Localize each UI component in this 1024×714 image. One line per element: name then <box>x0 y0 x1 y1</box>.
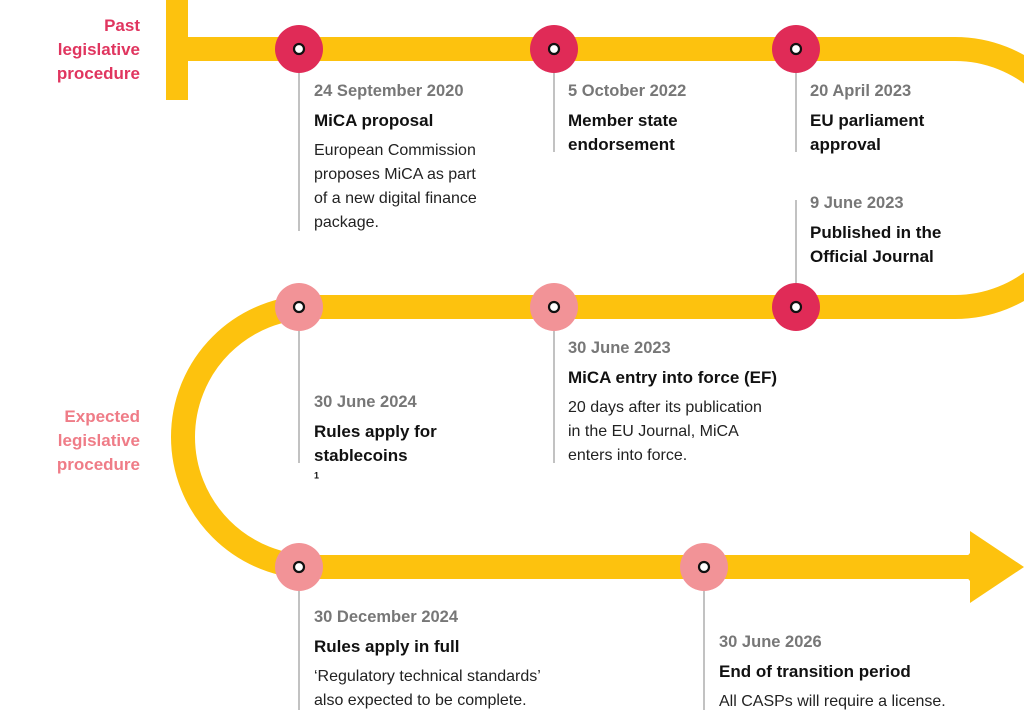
marker-center-dot <box>791 302 801 312</box>
past-label-line: Past <box>104 16 140 35</box>
expected-label-line: procedure <box>56 455 140 474</box>
event-date: 20 April 2023 <box>810 82 912 100</box>
event-date: 5 October 2022 <box>568 82 687 100</box>
marker-center-dot <box>791 44 801 54</box>
timeline-start-bar <box>166 0 188 100</box>
marker-center-dot <box>699 562 709 572</box>
marker-9-jun-2023 <box>772 283 820 331</box>
event-end-of-transition-period <box>719 630 959 714</box>
marker-30-jun-2024 <box>275 283 323 331</box>
event-date: 30 June 2023 <box>568 339 671 357</box>
event-description: All CASPs will require a license. <box>719 693 946 710</box>
marker-30-dec-2024 <box>275 543 323 591</box>
footnote-marker: 1 <box>314 470 320 481</box>
event-mica-entry-into-force <box>568 336 808 468</box>
marker-20-apr-2023 <box>772 25 820 73</box>
marker-center-dot <box>294 44 304 54</box>
event-title: End of transition period <box>719 662 911 681</box>
expected-procedure-label <box>0 405 140 477</box>
marker-30-jun-2026 <box>680 543 728 591</box>
timeline-end-arrow-icon <box>958 531 1024 603</box>
marker-24-sep-2020 <box>275 25 323 73</box>
event-date: 9 June 2023 <box>810 194 904 212</box>
event-date: 30 December 2024 <box>314 608 459 626</box>
event-eu-parliament-approval <box>810 79 1024 163</box>
event-title: Member state endorsement <box>568 111 678 154</box>
event-member-state-endorsement <box>568 79 808 163</box>
event-mica-proposal <box>314 79 554 235</box>
event-description: 20 days after its publication in the EU Journal, MiCA enters into force. <box>568 399 762 464</box>
marker-center-dot <box>549 44 559 54</box>
event-rules-apply-in-full <box>314 605 554 713</box>
event-date: 30 June 2026 <box>719 633 822 651</box>
event-description: ‘Regulatory technical standards’ also expected to be complete. <box>314 668 541 709</box>
marker-5-oct-2022 <box>530 25 578 73</box>
event-title: Rules apply for stablecoins $^1$ <box>314 422 437 481</box>
event-title: EU parliament approval <box>810 111 925 154</box>
event-title: MiCA entry into force (EF) <box>568 368 778 387</box>
marker-center-dot <box>549 302 559 312</box>
expected-label-line: Expected <box>64 407 140 426</box>
event-description: European Commission proposes MiCA as part of a new digital finance package. <box>314 142 477 231</box>
past-label-line: legislative <box>57 40 140 59</box>
event-title: Rules apply in full <box>314 637 460 656</box>
past-label-line: procedure <box>56 64 140 83</box>
marker-center-dot <box>294 562 304 572</box>
marker-center-dot <box>294 302 304 312</box>
marker-30-jun-2023 <box>530 283 578 331</box>
event-date: 30 June 2024 <box>314 393 417 411</box>
event-title: MiCA proposal <box>314 111 434 130</box>
expected-label-line: legislative <box>57 431 140 450</box>
past-procedure-label <box>0 14 140 86</box>
event-published-official-journal <box>810 191 1024 275</box>
event-title: Published in the Official Journal <box>810 223 942 266</box>
event-rules-apply-stablecoins <box>314 390 554 498</box>
event-date: 24 September 2020 <box>314 82 464 100</box>
